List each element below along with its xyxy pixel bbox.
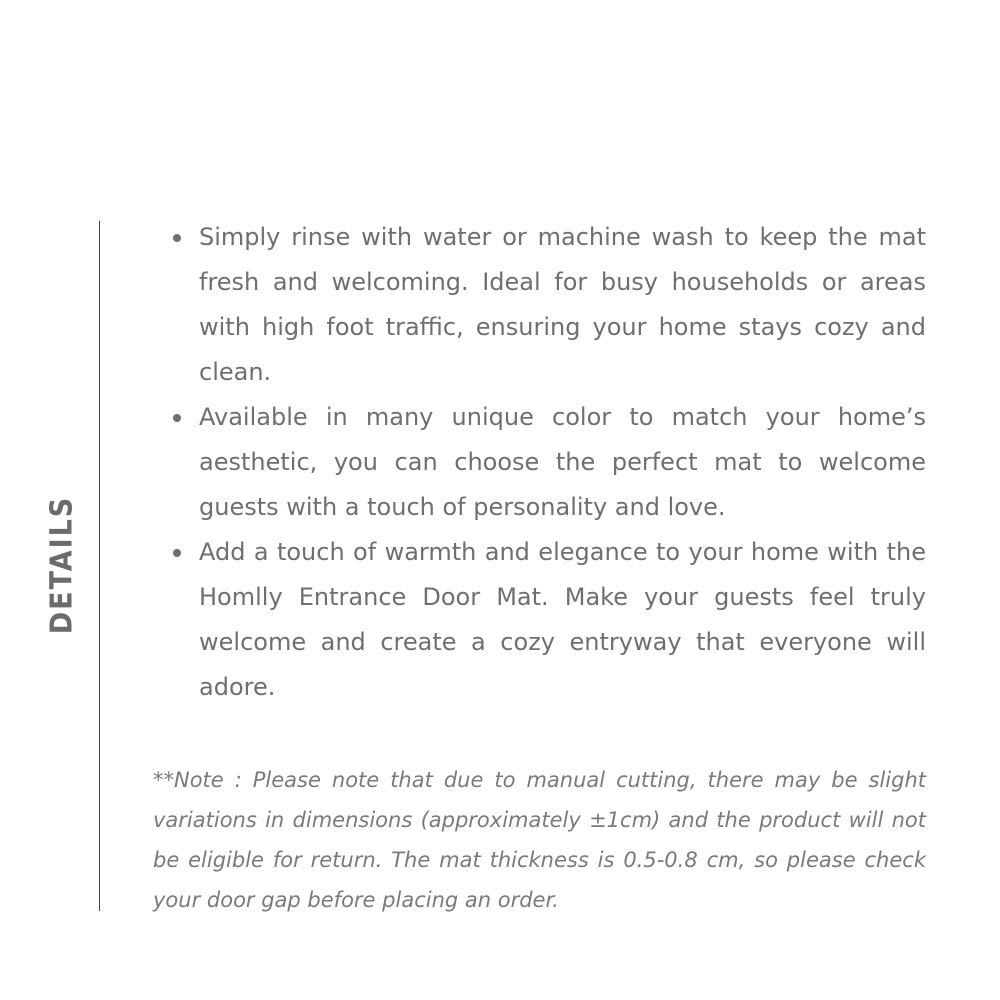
bullet-icon — [173, 549, 181, 557]
details-list — [153, 215, 926, 710]
section-label: DETAILS — [44, 495, 80, 635]
section-label-container — [32, 495, 92, 635]
details-content — [153, 215, 926, 941]
vertical-divider — [99, 221, 100, 911]
list-item-text: Simply rinse with water or machine wash to keep the mat fresh and welcoming. Ideal for busy households or areas with high foot traffic, ensuring your home stays cozy and clean. — [199, 223, 926, 386]
list-item — [199, 395, 926, 530]
disclaimer-note: **Note : Please note that due to manual cutting, there may be slight variations in dimensions (approximately ±1cm) and the product will not be eligible for return. The mat thickness is 0.5-0.8 cm, so please check your door gap before placing an order. — [153, 768, 926, 912]
list-item — [199, 215, 926, 395]
list-item — [199, 530, 926, 710]
list-item-text: Available in many unique color to match your home’s aesthetic, you can choose the perfect mat to welcome guests with a touch of personality and love. — [199, 403, 926, 521]
list-item-text: Add a touch of warmth and elegance to your home with the Homlly Entrance Door Mat. Make your guests feel truly welcome and create a cozy entryway that everyone will adore. — [199, 538, 926, 701]
bullet-icon — [173, 414, 181, 422]
bullet-icon — [173, 234, 181, 242]
